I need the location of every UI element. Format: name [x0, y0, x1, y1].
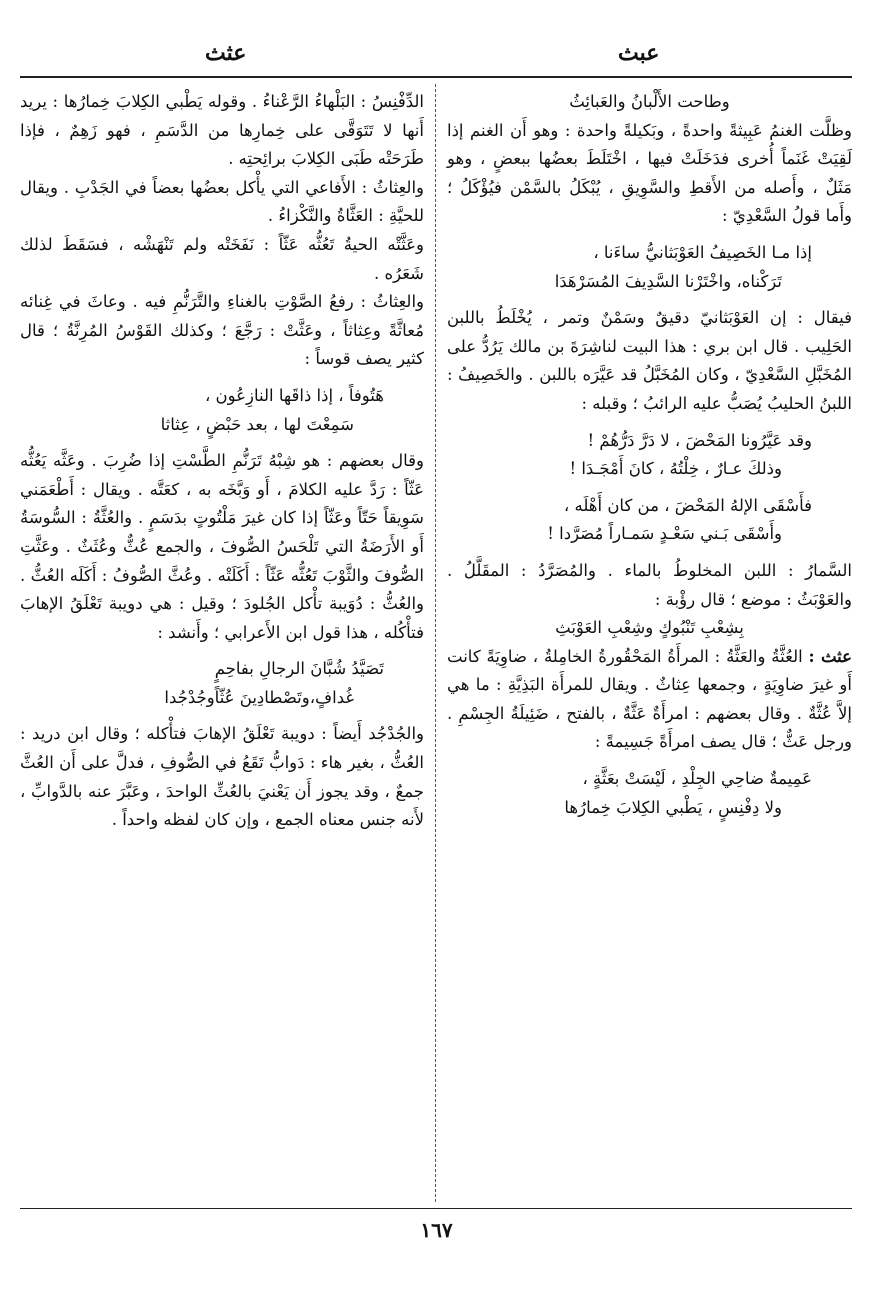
verse-line: عَمِيمةٌ ضاحِي الجِلْدِ ، لَيْسَتْ بعَثَّةٍ ، — [582, 769, 812, 789]
paragraph-text: الدِّفْنِسُ : البَلْهاءُ الرَّعْناءُ . وقوله يَطْبي الكِلابَ خِمارُها : يريد أَنها لا تَتَوَقَّى على خِمارِها من الدَّسَمِ ، فهو زَهِمٌ ، فإذا طَرَحَتْه طَبَى الكِلابَ برائِحتِه . — [20, 92, 424, 169]
paragraph — [20, 720, 424, 834]
verse-line: تَرَكْناه، واخْتَرْنا السَّدِيفَ المُسَرْهَدَا — [554, 271, 782, 291]
header-word-right: عبث — [618, 40, 660, 66]
paragraph-text: والعِثاثُ : الأَفاعي التي يأْكل بعضُها بعضاً في الجَدْبِ . ويقال للحيَّةِ : العَثَّاةُ والنَّكْزاءُ . — [20, 177, 424, 226]
verse-line: إذا مـا الخَصِيفُ العَوْبَثانيُّ ساءَنا ، — [593, 242, 812, 262]
verse — [20, 655, 424, 712]
verse — [447, 239, 852, 296]
verse-line: وقد عَيَّرُونا المَحْضَ ، لا دَرَّ دَرُّهُمْ ! — [587, 430, 812, 450]
column-divider — [435, 84, 436, 1202]
verse — [447, 427, 852, 484]
top-rule — [20, 76, 852, 78]
paragraph — [20, 447, 424, 647]
verse — [447, 492, 852, 549]
verse-line: فأَسْقَى الإلهُ المَحْضَ ، من كان أَهْلَه ، — [563, 495, 812, 515]
paragraph — [447, 557, 852, 614]
paragraph-text: السَّمارُ : اللبن المخلوطُ بالماء . والمُصَرَّدُ : المقَلَّلُ . والعَوْبَثُ : موضع ؛ قال رؤْبة : — [447, 560, 852, 609]
paragraph — [20, 174, 424, 231]
right-column — [447, 88, 852, 830]
header-word-left: عثث — [205, 40, 247, 66]
page-number: ١٦٧ — [420, 1218, 453, 1242]
paragraph — [20, 88, 424, 174]
verse-line: وذلكَ عـارٌ ، خِلْتُهُ ، كانَ أَمْجَـدَا ! — [569, 459, 782, 479]
bottom-rule — [20, 1208, 852, 1209]
verse-line: وأَسْقَى بَـني سَعْـدٍ سَمـاراً مُصَرَّدا ! — [547, 524, 782, 544]
paragraph-text: والعِثاثُ : رفعُ الصَّوْتِ بالغناءِ والتَّرَنُّمِ فيه . وعاثَ في غِنائه مُعاثَّةً وعِثاثاً ، وعَثَّتْ : رَجَّعَ ؛ وكذلك القَوْسُ المُرِنَّةُ ؛ قال كثير يصف قوساً : — [20, 292, 424, 369]
paragraph — [447, 643, 852, 757]
paragraph — [447, 117, 852, 231]
verse-line: هَتُوفاً ، إذا ذاقَها النازِعُون ، — [204, 385, 384, 405]
verse-line: ولا دِفْنِسٍ ، يَطْبي الكِلابَ خِمارُها — [564, 797, 782, 817]
paragraph — [447, 88, 852, 117]
verse-line: غُدافٍ،وتَصْطادِينَ عُثّاًوجُدْجُدا — [164, 687, 354, 707]
entry-headword: عثث : — [808, 646, 852, 666]
paragraph-text: والجُدْجُد أَيضاً : دويبة تَعْلَقُ الإهابَ فتأْكله ؛ وقال ابن دريد : العُثُّ ، بغير هاء : دَوابُّ تَقَعُ في الصُّوفِ ، فدلَّ على أَن العُثَّ جمعٌ ، وقد يجوز أَن يَعْنيَ بالعُثِّ الواحدَ ، وعَبَّرَ عنه بالدَّوابِّ ، لأَنه جنس معناه الجمع ، وإن كان لفظه واحداً . — [20, 724, 424, 830]
paragraph — [20, 231, 424, 288]
verse — [447, 765, 852, 822]
left-column — [20, 88, 424, 835]
paragraph-text: وعَثَّتْه الحيةُ تَعُثُّه عَثّاً : نَفَخَتْه ولم تَنْهَشْه ، فسَقَطَ لذلك شَعَرُه . — [20, 234, 424, 283]
paragraph — [447, 614, 852, 643]
paragraph — [447, 304, 852, 418]
paragraph-text: بِشِعْبِ تَنْبُوكٍ وشِعْبِ العَوْبَثِ — [555, 618, 744, 638]
verse-line: سَمِعْتَ لها ، بعد حَبْضٍ ، عِثاثا — [160, 414, 354, 434]
paragraph-text: وظلَّت الغنمُ عَبِيثةً واحدةً ، وبَكيلةً واحدة : وهو أَن الغنم إذا لَقِيَتْ غَنَماً أُخرى فدَخَلَتْ فيها ، اخْتَلَطَ بعضُها ببعضٍ ، وهو مَثَلٌ ، وأَصله من الأَقطِ والسَّوِيقِ ، يُبْكَلُ بالسَّمْن فيُؤْكَلُ ؛ وأَما قولُ السَّعْدِيّ : — [447, 120, 852, 226]
verse-line: تَصَيَّدُ شُبَّانَ الرجالِ بفاحِمٍ — [214, 659, 384, 679]
paragraph-text: فيقال : إن العَوْبَثانيّ دقيقٌ وسَمْنٌ وتمر ، يُخْلَطُ باللبن الحَلِيب . قال ابن بري : هذا البيت لناشِرَةَ بن مالك يَرُدُّ على المُخَبَّلِ السَّعْدِيّ ، وكان المُخَبَّلُ قد عَيَّرَه باللبن . والخَصِيفُ : اللبنُ الحليبُ يُصَبُّ عليه الرائبُ ؛ وقبله : — [447, 308, 852, 413]
paragraph-text: وقال بعضهم : هو شِبْهُ تَرَنُّمِ الطَّسْتِ إذا ضُرِبَ . وعَثَّه يَعُثُّه عَثّاً : رَدَّ عليه الكلامَ ، أَو وَبَّخَه به ، كعَتَّه . ويقال : أَطْعَمَني سَوِيقاً حَتّاً وعَثّاً إذا كان غيرَ مَلْتُوتٍ بدَسَمٍ . والعُثَّةُ : السُّوسَةُ أَو الأَرَضَةُ التي تَلْحَسُ الصُّوفَ ، والجمع عُثٌّ وعُثَثٌ . وعَثَّتِ الصُّوفَ والثَّوْبَ تَعُثُّه عَثّاً : أَكَلَتْه . وعُثَّ الصُّوفُ : أَكَلَه العُثُّ . والعُثُّ : دُوَيبة تأْكل الجُلودَ ؛ وقيل : هي دويبة تَعْلَقُ الإهابَ فتأْكُله ، هذا قول ابن الأَعرابي ؛ وأَنشد : — [20, 451, 424, 642]
paragraph — [20, 288, 424, 374]
verse — [20, 382, 424, 439]
paragraph-text: وطاحت الأَلْبانُ والعَبائِثُ — [569, 92, 730, 111]
paragraph-text: العُثَّةُ والعَثَّةُ : المرأَةُ المَحْقُورةُ الخامِلةُ ، ضاوِيَةً كانت أَو غيرَ ضاوِيَةٍ ، وجمعها عِثاثٌ . ويقال للمرأَة البَذِيَّةِ : ما هي إلاَّ عُثَّةٌ . وقال بعضهم : امرأَةٌ عَثَّةٌ ، بالفتح ، ضَئِيلَةُ الجِسْمِ . ورجل عَثٌّ ؛ قال يصف امرأَةً جَسِيمةً : — [447, 646, 852, 752]
